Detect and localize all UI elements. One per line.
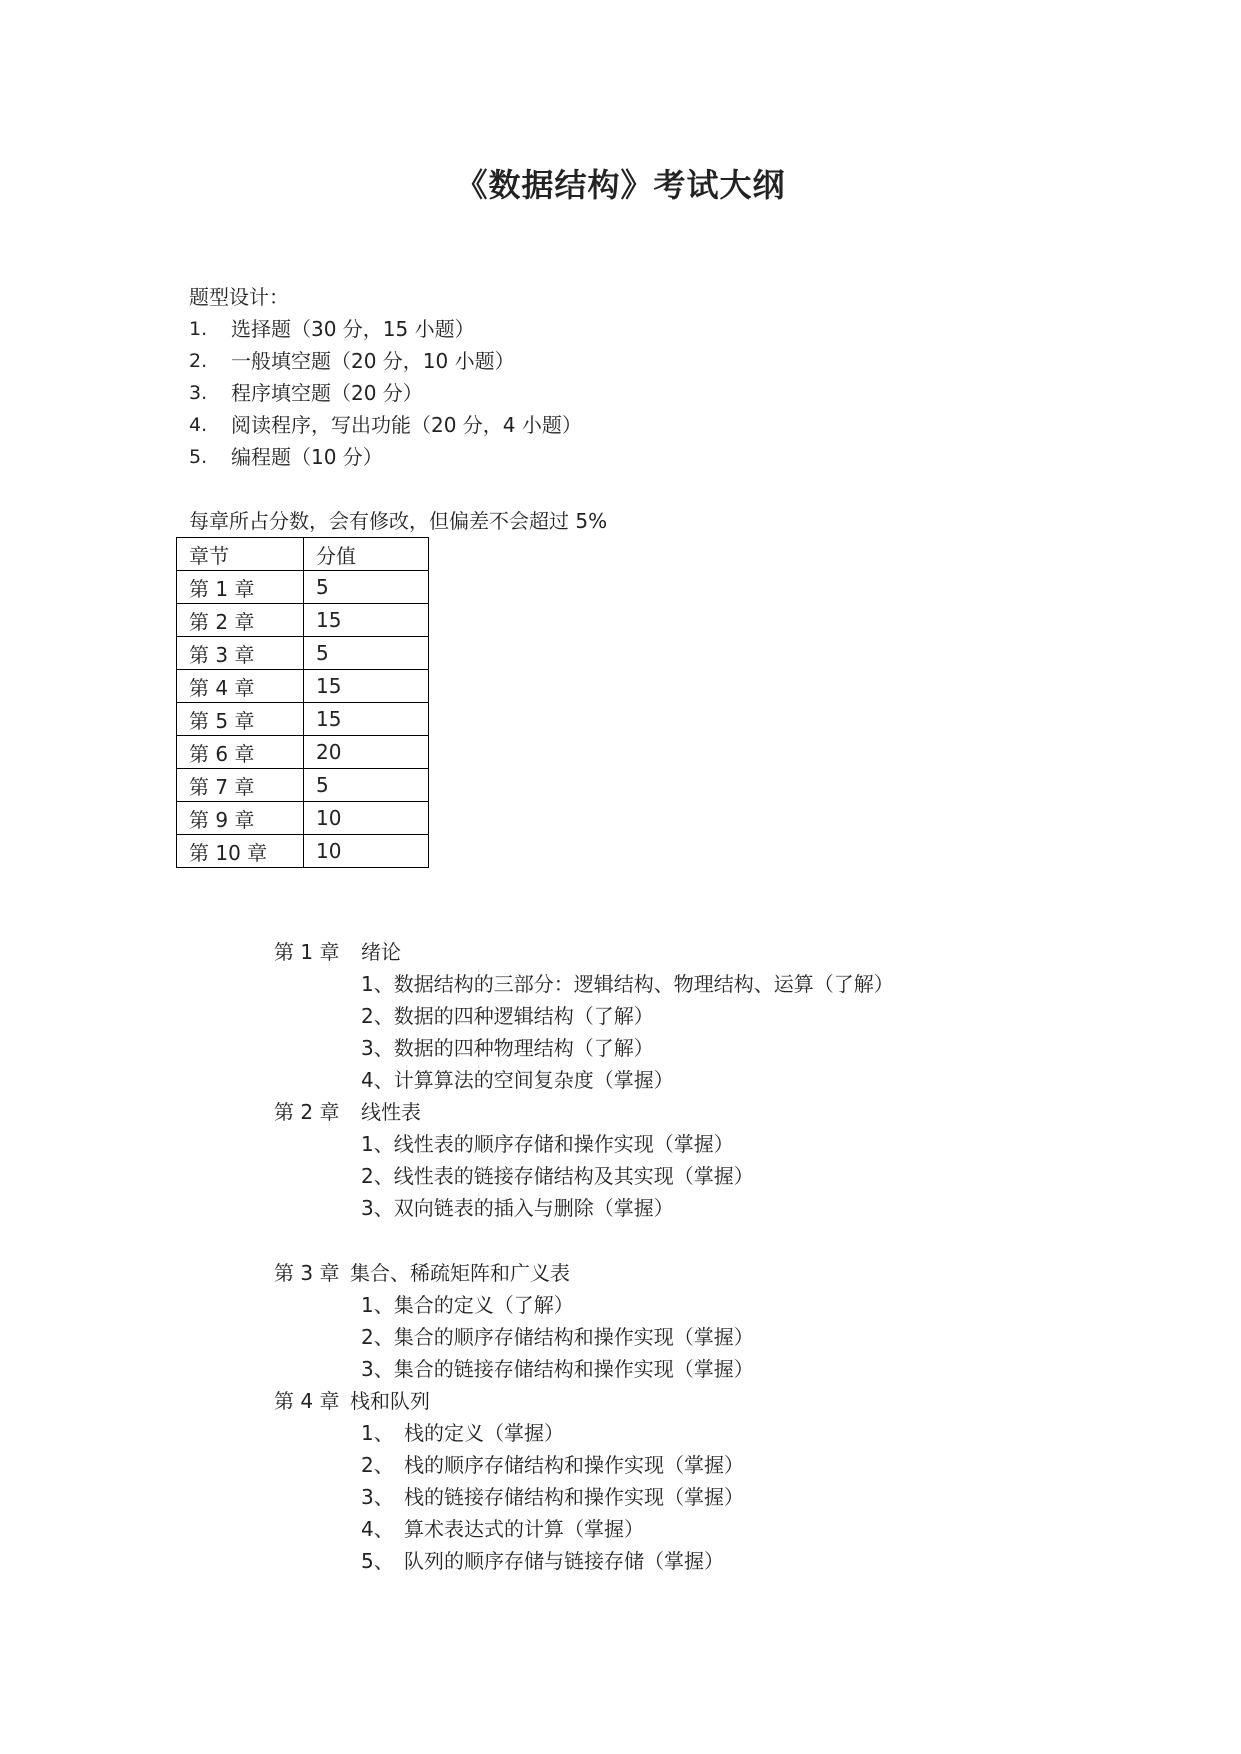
list-item-number: 2.: [189, 350, 208, 372]
chapter-item: 3、集合的链接存储结构和操作实现（掌握）: [361, 1357, 754, 1381]
chapter-item: 算术表达式的计算（掌握）: [404, 1517, 644, 1541]
score-cell: 5: [304, 571, 429, 604]
list-item-number: 3.: [189, 382, 208, 404]
chapter-cell: 第 4 章: [177, 670, 304, 703]
score-note: 每章所占分数，会有修改，但偏差不会超过 5%: [189, 509, 608, 533]
table-row: [177, 571, 429, 604]
chapter-item: 1、数据结构的三部分：逻辑结构、物理结构、运算（了解）: [361, 972, 894, 996]
chapter-name: 绪论: [361, 940, 401, 964]
score-cell: 5: [304, 637, 429, 670]
score-cell: 5: [304, 769, 429, 802]
chapter-name: 线性表: [361, 1100, 421, 1124]
score-cell: 15: [304, 703, 429, 736]
score-table: [176, 537, 429, 868]
score-cell: 15: [304, 604, 429, 637]
table-row: [177, 769, 429, 802]
score-cell: 10: [304, 835, 429, 868]
chapter-label: 第 3 章: [274, 1261, 340, 1285]
table-header-row: [177, 538, 429, 571]
list-item-number: 4.: [189, 414, 208, 436]
list-item-number: 5.: [189, 446, 208, 468]
table-row: [177, 802, 429, 835]
chapter-item-number: 4、: [361, 1517, 394, 1541]
list-item-text: 编程题（10 分）: [231, 445, 383, 469]
table-row: [177, 703, 429, 736]
chapter-item: 栈的定义（掌握）: [404, 1421, 564, 1445]
chapter-cell: 第 10 章: [177, 835, 304, 868]
table-row: [177, 736, 429, 769]
chapter-item: 1、线性表的顺序存储和操作实现（掌握）: [361, 1132, 734, 1156]
table-row: [177, 637, 429, 670]
table-header-cell: 分值: [304, 538, 429, 571]
chapter-name: 栈和队列: [350, 1389, 430, 1413]
chapter-item: 2、线性表的链接存储结构及其实现（掌握）: [361, 1164, 754, 1188]
list-item-number: 1.: [189, 318, 208, 340]
chapter-label: 第 4 章: [274, 1389, 340, 1413]
chapter-name: 集合、稀疏矩阵和广义表: [350, 1261, 570, 1285]
table-row: [177, 604, 429, 637]
score-cell: 15: [304, 670, 429, 703]
chapter-item: 栈的链接存储结构和操作实现（掌握）: [404, 1485, 744, 1509]
chapter-item: 队列的顺序存储与链接存储（掌握）: [404, 1549, 724, 1573]
score-cell: 20: [304, 736, 429, 769]
document-title: 《数据结构》考试大纲: [455, 166, 786, 204]
chapter-item: 栈的顺序存储结构和操作实现（掌握）: [404, 1453, 744, 1477]
list-item-text: 选择题（30 分，15 小题）: [231, 317, 475, 341]
chapter-cell: 第 2 章: [177, 604, 304, 637]
chapter-item-number: 2、: [361, 1453, 394, 1477]
chapter-label: 第 1 章: [274, 940, 340, 964]
chapter-cell: 第 9 章: [177, 802, 304, 835]
score-cell: 10: [304, 802, 429, 835]
chapter-item: 4、计算算法的空间复杂度（掌握）: [361, 1068, 674, 1092]
chapter-item-number: 1、: [361, 1421, 394, 1445]
chapter-item: 2、集合的顺序存储结构和操作实现（掌握）: [361, 1325, 754, 1349]
table-row: [177, 835, 429, 868]
chapter-item-number: 3、: [361, 1485, 394, 1509]
list-item-text: 阅读程序，写出功能（20 分，4 小题）: [231, 413, 582, 437]
list-item-text: 一般填空题（20 分，10 小题）: [231, 349, 515, 373]
table-row: [177, 670, 429, 703]
question-types-heading: 题型设计：: [189, 285, 289, 309]
chapter-cell: 第 7 章: [177, 769, 304, 802]
chapter-item: 3、数据的四种物理结构（了解）: [361, 1036, 654, 1060]
chapter-cell: 第 6 章: [177, 736, 304, 769]
chapter-item: 2、数据的四种逻辑结构（了解）: [361, 1004, 654, 1028]
chapter-item-number: 5、: [361, 1549, 394, 1573]
chapter-cell: 第 3 章: [177, 637, 304, 670]
table-header-cell: 章节: [177, 538, 304, 571]
chapter-cell: 第 5 章: [177, 703, 304, 736]
chapter-cell: 第 1 章: [177, 571, 304, 604]
chapter-item: 3、双向链表的插入与删除（掌握）: [361, 1196, 674, 1220]
list-item-text: 程序填空题（20 分）: [231, 381, 423, 405]
chapter-item: 1、集合的定义（了解）: [361, 1293, 574, 1317]
chapter-label: 第 2 章: [274, 1100, 340, 1124]
